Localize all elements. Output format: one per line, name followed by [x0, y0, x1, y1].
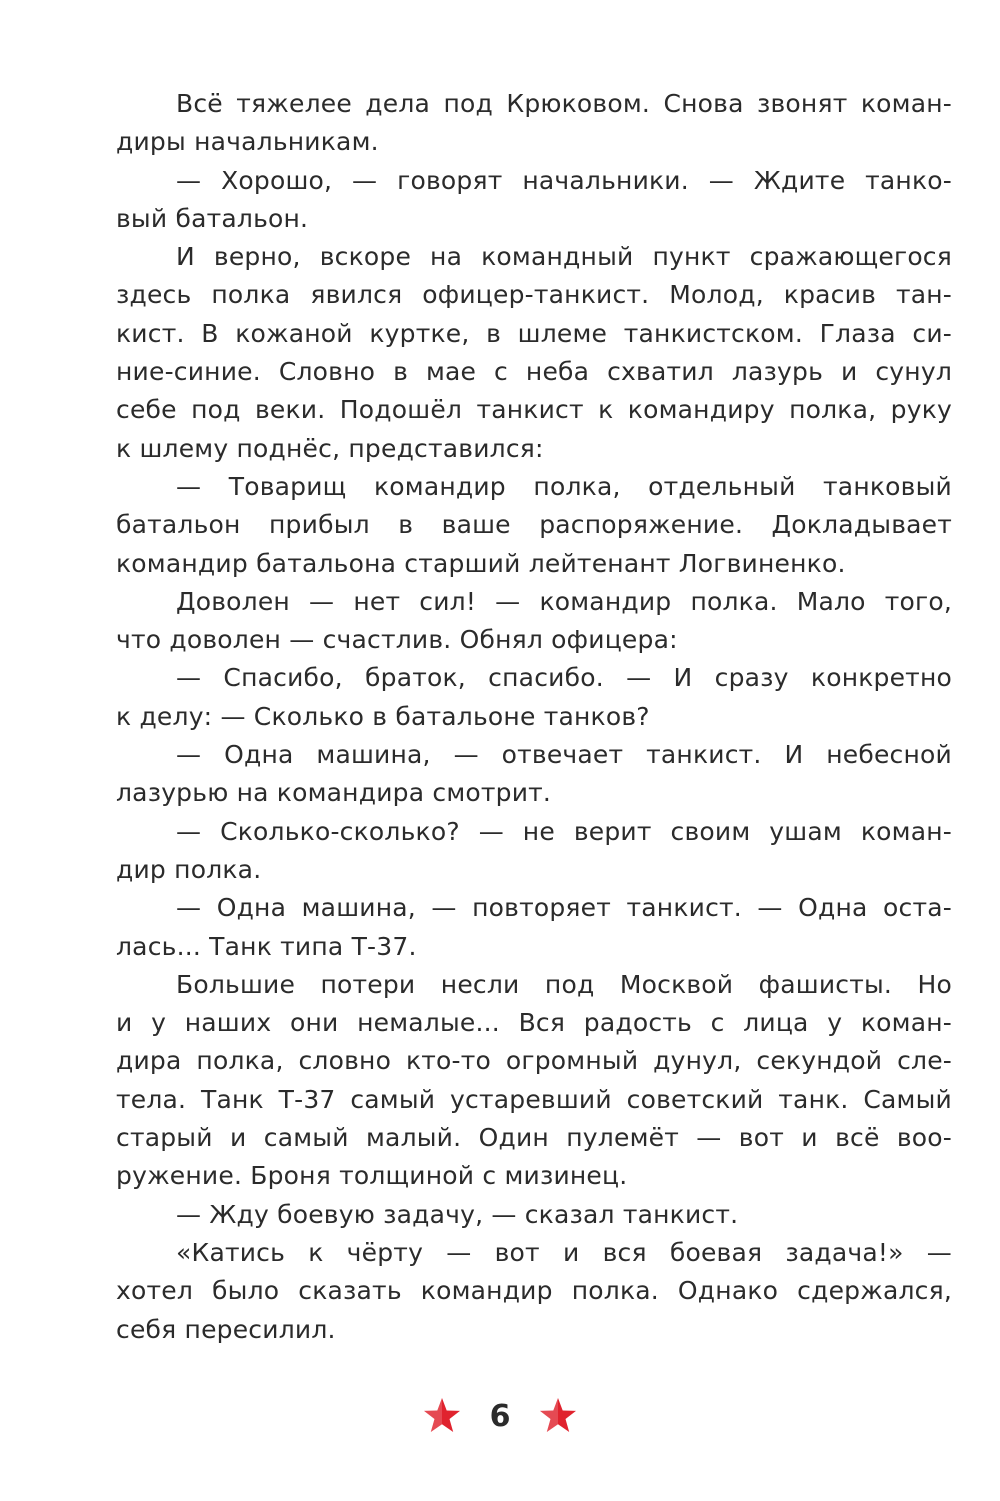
text-line: лазурью на командира смотрит.: [116, 778, 552, 808]
text-line: — Одна машина, — отвечает танкист. И небесной: [176, 740, 952, 770]
text-line: к шлему поднёс, представился:: [116, 433, 544, 463]
text-line: ние-синие. Словно в мае с неба схватил лазурь и сунул: [116, 357, 952, 387]
text-line: лась... Танк типа Т-37.: [116, 931, 417, 961]
text-line: батальон прибыл в ваше распоряжение. Докладывает: [116, 510, 952, 540]
text-line: что доволен — счастлив. Обнял офицера:: [116, 625, 678, 655]
text-line: командир батальона старший лейтенант Логвиненко.: [116, 548, 846, 578]
text-line: кист. В кожаной куртке, в шлеме танкистском. Глаза си-: [116, 318, 952, 348]
text-line: Всё тяжелее дела под Крюковом. Снова звонят коман-: [176, 89, 952, 118]
text-line: и у наших они немалые... Вся радость с лица у коман-: [116, 1008, 952, 1038]
text-line: ружение. Броня толщиной с мизинец.: [116, 1161, 628, 1191]
text-line: И верно, вскоре на командный пункт сражающегося: [176, 242, 952, 272]
page-text: [116, 85, 952, 1349]
text-line: себе под веки. Подошёл танкист к командиру полка, руку: [116, 395, 952, 425]
text-line: Доволен — нет сил! — командир полка. Мало того,: [176, 586, 952, 616]
text-line: себя пересилил.: [116, 1314, 336, 1344]
star-icon: [538, 1396, 578, 1436]
page-number: 6: [489, 1398, 511, 1434]
page-footer: [0, 1392, 1000, 1440]
text-line: диры начальникам.: [116, 127, 379, 157]
text-line: дир полка.: [116, 854, 262, 884]
text-line: дира полка, словно кто-то огромный дунул, секундой сле-: [116, 1046, 952, 1076]
star-icon: [422, 1396, 462, 1436]
text-line: к делу: — Сколько в батальоне танков?: [116, 701, 650, 731]
text-line: — Одна машина, — повторяет танкист. — Одна оста-: [176, 893, 952, 923]
text-line: тела. Танк Т-37 самый устаревший советский танк. Самый: [116, 1084, 952, 1114]
text-line: старый и самый малый. Один пулемёт — вот и всё воо-: [116, 1123, 952, 1153]
text-line: вый батальон.: [116, 203, 309, 233]
text-line: — Сколько-сколько? — не верит своим ушам коман-: [176, 816, 952, 846]
text-line: — Спасибо, браток, спасибо. — И сразу конкретно: [176, 663, 952, 693]
text-line: «Катись к чёрту — вот и вся боевая задача!» —: [176, 1237, 952, 1267]
text-line: — Жду боевую задачу, — сказал танкист.: [176, 1199, 739, 1229]
text-line: — Товарищ командир полка, отдельный танковый: [176, 471, 952, 501]
text-line: хотел было сказать командир полка. Однако сдержался,: [116, 1276, 952, 1306]
text-line: Большие потери несли под Москвой фашисты. Но: [176, 969, 952, 999]
text-line: — Хорошо, — говорят начальники. — Ждите танко-: [176, 165, 952, 195]
text-line: здесь полка явился офицер-танкист. Молод, красив тан-: [116, 280, 952, 310]
